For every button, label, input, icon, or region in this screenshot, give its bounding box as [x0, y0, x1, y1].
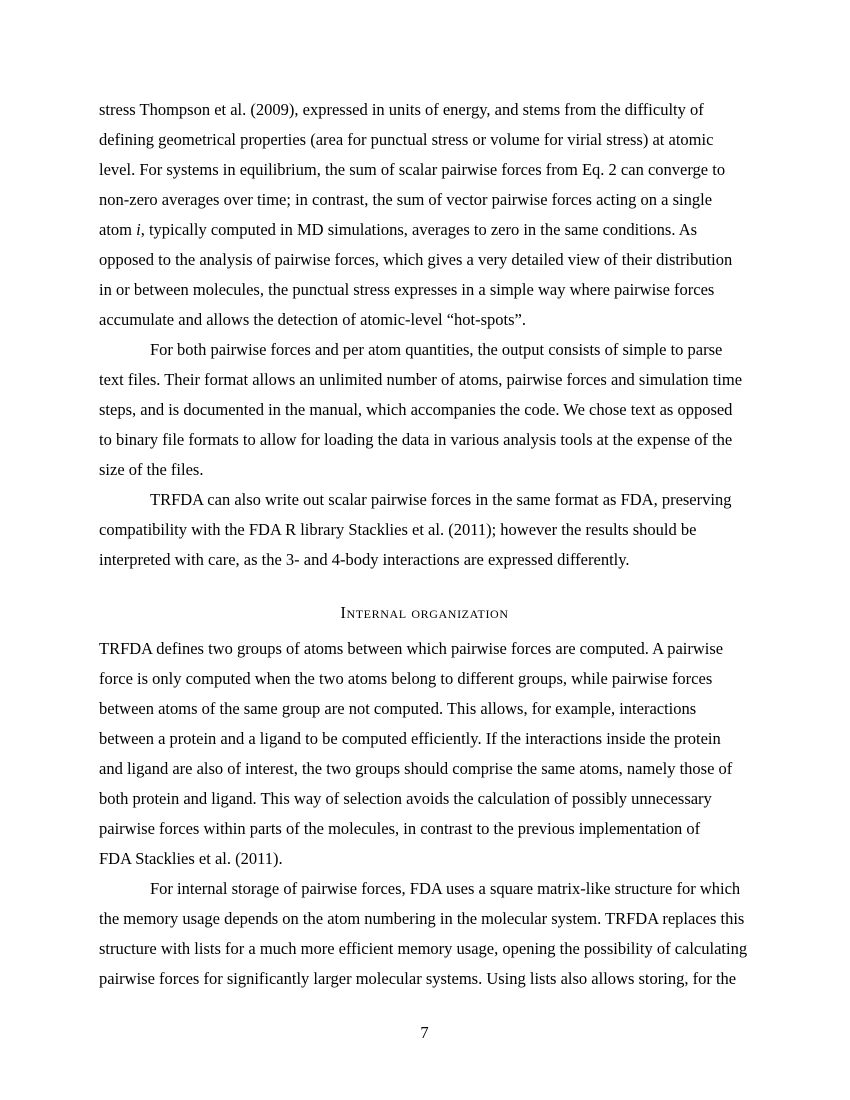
text-line: pairwise forces for significantly larger molecular systems. Using lists also allows storing, for the — [99, 969, 737, 988]
text-line: and ligand are also of interest, the two groups should comprise the same atoms, namely those of — [99, 759, 733, 778]
text-line: non-zero averages over time; in contrast, the sum of vector pairwise forces acting on a single — [99, 190, 713, 209]
text-line: accumulate and allows the detection of atomic-level “hot-spots”. — [99, 310, 527, 329]
text-line: TRFDA defines two groups of atoms between which pairwise forces are computed. A pairwise — [99, 639, 724, 658]
text-line: structure with lists for a much more efficient memory usage, opening the possibility of calculating — [99, 939, 748, 958]
text-line: pairwise forces within parts of the molecules, in contrast to the previous implementation of — [99, 819, 701, 838]
text-line: size of the files. — [99, 460, 204, 479]
text-line: between atoms of the same group are not computed. This allows, for example, interactions — [99, 699, 697, 718]
text-line: both protein and ligand. This way of selection avoids the calculation of possibly unnecessary — [99, 789, 712, 808]
text-line: stress Thompson et al. (2009), expressed in units of energy, and stems from the difficulty of — [99, 100, 704, 119]
text-line: text files. Their format allows an unlimited number of atoms, pairwise forces and simulation time — [99, 370, 743, 389]
text-line: For both pairwise forces and per atom quantities, the output consists of simple to parse — [150, 340, 723, 359]
text-line: to binary file formats to allow for loading the data in various analysis tools at the expense of the — [99, 430, 733, 449]
text-line: the memory usage depends on the atom numbering in the molecular system. TRFDA replaces this — [99, 909, 745, 928]
text-line: level. For systems in equilibrium, the sum of scalar pairwise forces from Eq. 2 can converge to — [99, 160, 726, 179]
text-line: compatibility with the FDA R library Stacklies et al. (2011); however the results should be — [99, 520, 697, 539]
text-line: For internal storage of pairwise forces, FDA uses a square matrix-like structure for which — [150, 879, 741, 898]
text-line: between a protein and a ligand to be computed efficiently. If the interactions inside the protein — [99, 729, 721, 748]
body-paragraph — [99, 95, 750, 335]
body-paragraph — [99, 634, 750, 874]
page-body — [99, 95, 750, 994]
section-heading: Internal organization — [340, 603, 509, 622]
text-line: FDA Stacklies et al. (2011). — [99, 849, 283, 868]
body-paragraph — [99, 485, 750, 575]
page-footer — [99, 1018, 750, 1048]
text-line: steps, and is documented in the manual, which accompanies the code. We chose text as opposed — [99, 400, 733, 419]
text-line: atom i, typically computed in MD simulations, averages to zero in the same conditions. As — [99, 220, 698, 239]
text-line: TRFDA can also write out scalar pairwise forces in the same format as FDA, preserving — [150, 490, 732, 509]
body-paragraph — [99, 335, 750, 485]
text-line: defining geometrical properties (area for punctual stress or volume for virial stress) at atomic — [99, 130, 714, 149]
text-line: in or between molecules, the punctual stress expresses in a simple way where pairwise forces — [99, 280, 715, 299]
text-line: interpreted with care, as the 3- and 4-body interactions are expressed differently. — [99, 550, 630, 569]
page-number: 7 — [420, 1023, 429, 1042]
text-line: opposed to the analysis of pairwise forces, which gives a very detailed view of their distribution — [99, 250, 733, 269]
text-line: force is only computed when the two atoms belong to different groups, while pairwise forces — [99, 669, 713, 688]
body-paragraph — [99, 874, 750, 994]
